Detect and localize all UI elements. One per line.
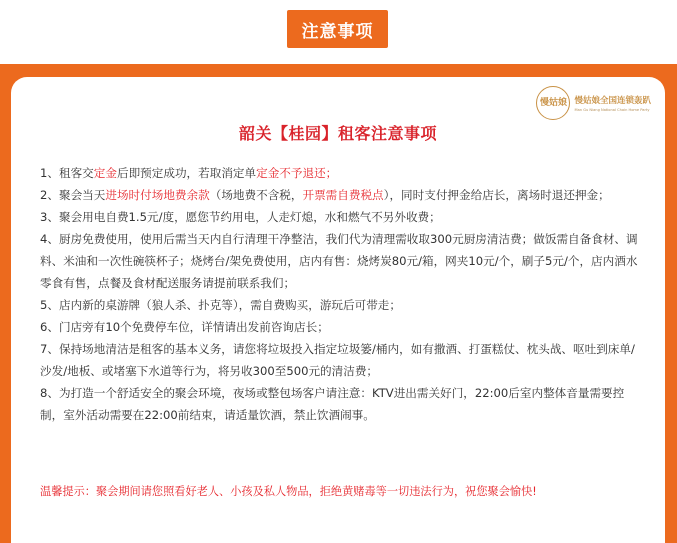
page-title: 韶关【桂园】租客注意事项 [238,124,437,143]
brand-logo [536,85,651,121]
rule-text: 后即预定成功，若取消定单 [116,166,257,180]
rules-list [40,162,645,426]
rule-item [40,228,645,294]
rule-text: 3、聚会用电自费1.5元/度，愿您节约用电，人走灯熄，水和燃气不另外收费； [40,210,441,224]
rule-highlight: 进场时付场地费余款 [105,188,210,202]
rule-item [40,162,645,184]
rule-highlight: 定金不予退还； [256,166,338,180]
rule-text: 6、门店旁有10个免费停车位，详情请出发前咨询店长； [40,320,329,334]
rule-text: 7、保持场地清洁是租客的基本义务，请您将垃圾投入指定垃圾篓/桶内，如有撒酒、打蛋糕仗、枕头战、呕吐到床单/沙发/地板、或堵塞下水道等行为，将另收300至500元的清洁费； [40,342,635,378]
rule-text: 2、聚会当天 [40,188,106,202]
rule-highlight: 定金 [93,166,117,180]
logo-name-en: Man Gu Niang National Chain Home Party [574,108,650,112]
rule-item [40,316,645,338]
logo-name-cn: 慢姑娘全国连锁轰趴 [574,96,651,106]
rule-item [40,294,645,316]
rule-item [40,206,645,228]
rule-item [40,184,645,206]
rule-text: 1、租客交 [40,166,94,180]
rule-highlight: 开票需自费税点 [302,188,384,202]
rule-text: ），同时支付押金给店长，离场时退还押金； [383,188,610,202]
rule-item [40,338,645,382]
section-tab-label: 注意事项 [301,21,374,42]
notice-card [11,77,665,543]
rule-text: （场地费不含税， [209,188,303,202]
logo-text [574,94,651,112]
section-tab [287,10,388,48]
rule-item [40,382,645,426]
rule-text: 8、为打造一个舒适安全的聚会环境，夜场或整包场客户请注意：KTV进出需关好门，22:00后室内整体音量需要控制，室外活动需要在22:00前结束，请适量饮酒，禁止饮酒闹事。 [40,386,625,422]
rule-text: 4、厨房免费使用，使用后需当天内自行清理干净整洁，我们代为清理需收取300元厨房清洁费；做饭需自备食材、调料、米油和一次性碗筷杯子；烧烤台/架免费使用，店内有售：烧烤炭80元/箱，网夹10元/个，刷子5元/个，店内酒水零食有售，点餐及食材配送服务请提前联系我们； [40,232,638,290]
logo-mark-icon: 慢姑娘 [536,86,570,120]
warm-tip: 温馨提示：聚会期间请您照看好老人、小孩及私人物品，拒绝黄赌毒等一切违法行为，祝您聚会愉快! [40,485,537,498]
rule-text: 5、店内新的桌游牌（狼人杀、扑克等），需自费购买，游玩后可带走； [40,298,401,312]
